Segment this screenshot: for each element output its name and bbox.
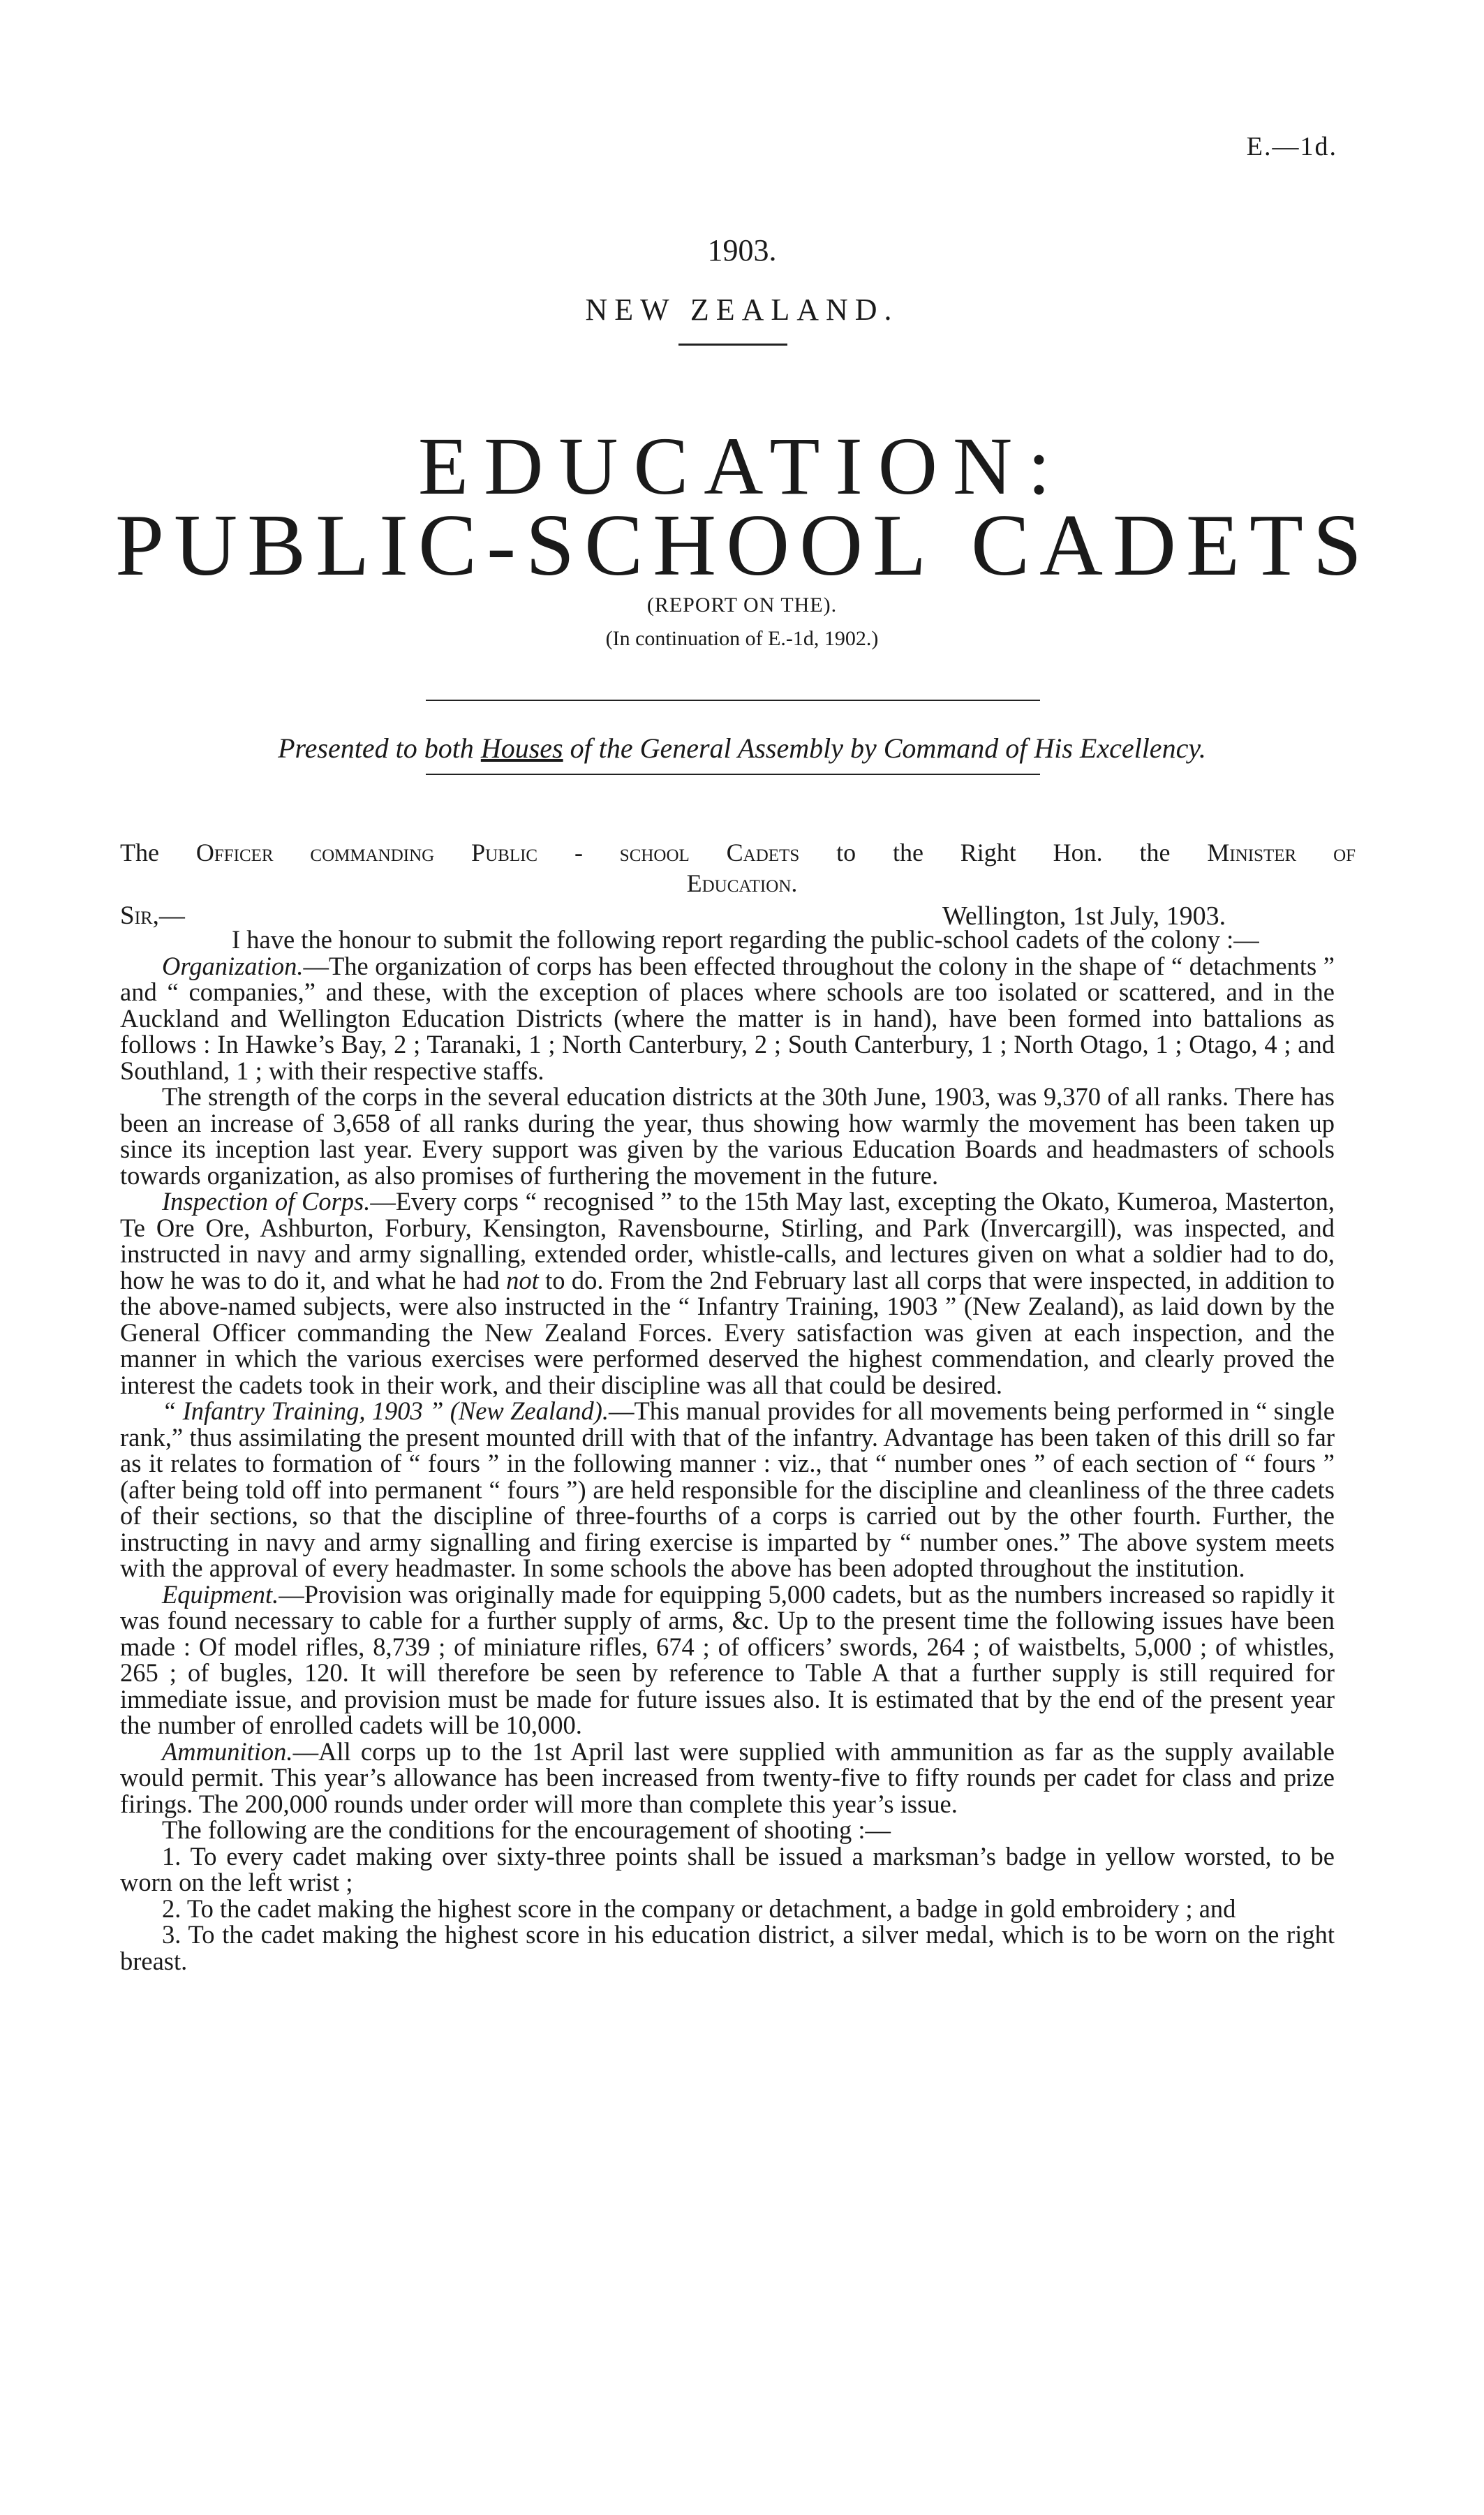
- equipment-heading: Equipment.: [162, 1579, 279, 1609]
- letter-heading: [120, 838, 1356, 867]
- condition-2: 2. To the cadet making the highest score in the company or detachment, a badge in gold embroidery ; and: [162, 1894, 1236, 1923]
- inspection-paragraph: [120, 1188, 1335, 1398]
- inspection-not: not: [506, 1265, 539, 1295]
- divider: [426, 700, 1040, 701]
- ammunition-text: —All corps up to the 1st April last were supplied with ammunition as far as the supply available would permit. This year’s allowance has been increased from twenty-five to fifty rounds per cadet for class and prize firings. The 200,000 rounds under order will more than complete this year’s issue.: [120, 1736, 1335, 1818]
- inspection-text-b: to do. From the 2nd February last all corps that were inspected, in addition to the above-named subjects, were also instructed in the “ Infantry Training, 1903 ” (New Zealand), as laid down by the General Officer commanding the New Zealand Forces. Every satisfaction was given at each inspection, and the manner in which the various exercises were performed deserved the highest commendation, and clearly proved the interest the cadets took in their work, and their discipline was all that could be desired.: [120, 1265, 1335, 1399]
- heading-the: The: [120, 839, 159, 866]
- presented-line: [0, 732, 1484, 765]
- infantry-heading: “ Infantry Training, 1903 ” (New Zealand).: [162, 1396, 609, 1425]
- heading-to: to the: [836, 839, 923, 866]
- heading-education: Education.: [686, 869, 798, 897]
- title-line-2: PUBLIC-SCHOOL CADETS: [115, 497, 1372, 594]
- condition-1: 1. To every cadet making over sixty-three points shall be issued a marksman’s badge in yellow worsted, to be worn on the left wrist ;: [120, 1841, 1335, 1896]
- organization-paragraph: [120, 953, 1335, 1084]
- conditions-intro: The following are the conditions for the encouragement of shooting :—: [162, 1815, 891, 1844]
- organization-heading: Organization.: [162, 951, 304, 980]
- presented-houses: Houses: [480, 732, 563, 764]
- presented-text-end: of the General Assembly by Command of His Excellency.: [563, 732, 1206, 764]
- ammunition-heading: Ammunition.: [162, 1736, 293, 1766]
- condition-3: 3. To the cadet making the highest score in his education district, a silver medal, which is to be worn on the right breast.: [120, 1920, 1335, 1975]
- infantry-paragraph: [120, 1398, 1335, 1581]
- heading-officer: Officer commanding Public - school Cadets: [195, 839, 800, 866]
- salutation: Sir,—: [120, 901, 185, 930]
- heading-minister: Minister of: [1207, 839, 1356, 866]
- infantry-text: —This manual provides for all movements being performed in “ single rank,” thus assimilating the present mounted drill with that of the infantry. Advantage has been taken of this drill so far as it relates to formation of “ fours ” in the following manner : viz., that “ number ones ” of each section of “ fours ” (after being told off into permanent “ fours ”) are held responsible for the discipline and cleanliness of the three cadets of their sections, so that the discipline of three-fourths of a corps is carried out by the other fourth. Further, the instructing in navy and army signalling and firing exercise is imparted by “ number ones.” The above system meets with the approval of every headmaster. In some schools the above has been adopted throughout the institution.: [120, 1396, 1335, 1582]
- ammunition-paragraph: [120, 1736, 1335, 1818]
- report-body: [120, 927, 1335, 1974]
- continuation-note: (In continuation of E.-1d, 1902.): [605, 627, 879, 650]
- country-heading: NEW ZEALAND.: [585, 293, 899, 327]
- document-year: 1903.: [707, 233, 777, 267]
- strength-paragraph: The strength of the corps in the several education districts at the 30th June, 1903, was 9,370 of all ranks. There has been an increase of 3,658 of all ranks during the year, thus showing how warmly the movement has been taken up since its inception last year. Every support was given by the various Education Boards and headmasters of schools towards organization, as also promises of furthering the movement in the future.: [120, 1082, 1335, 1190]
- title-line-1: EDUCATION:: [418, 420, 1066, 512]
- divider: [678, 344, 787, 346]
- dateline: Wellington, 1st July, 1903.: [942, 901, 1226, 931]
- inspection-text-a: —Every corps “ recognised ” to the 15th May last, excepting the Okato, Kumeroa, Masterton, Te Ore Ore, Ashburton, Forbury, Kensington, Ravensbourne, Stirling, and Park (Invercargill), was inspected, and instructed in navy and army signalling, extended order, whistle-calls, and lectures given on what a soldier had to do, how he was to do it, and what he had: [120, 1187, 1335, 1295]
- report-subtitle: (REPORT ON THE).: [646, 593, 838, 617]
- organization-text: —The organization of corps has been effected throughout the colony in the shape of “ detachments ” and “ companies,” and these, with the exception of places where schools are too isolated or scattered, and in the Auckland and Wellington Education Districts (where the matter is in hand), have been formed into battalions as follows : In Hawke’s Bay, 2 ; Taranaki, 1 ; North Canterbury, 2 ; South Canterbury, 1 ; North Otago, 1 ; Otago, 4 ; and Southland, 1 ; with their respective staffs.: [120, 951, 1335, 1085]
- heading-right: Right Hon. the: [960, 839, 1171, 866]
- equipment-text: —Provision was originally made for equipping 5,000 cadets, but as the numbers increased so rapidly it was found necessary to cable for a further supply of arms, &c. Up to the present time the following issues have been made : Of model rifles, 8,739 ; of miniature rifles, 674 ; of officers’ swords, 264 ; of waistbelts, 5,000 ; of whistles, 265 ; of bugles, 120. It will therefore be seen by reference to Table A that a further supply is still required for immediate issue, and provision must be made for future issues also. It is estimated that by the end of the present year the number of enrolled cadets will be 10,000.: [120, 1579, 1335, 1739]
- inspection-heading: Inspection of Corps.: [162, 1187, 371, 1216]
- presented-text: Presented to both: [278, 732, 481, 764]
- document-reference: E.—1d.: [1246, 132, 1337, 161]
- equipment-paragraph: [120, 1581, 1335, 1739]
- divider: [426, 774, 1040, 775]
- intro-paragraph: I have the honour to submit the following report regarding the public-school cadets of the colony :—: [232, 925, 1259, 954]
